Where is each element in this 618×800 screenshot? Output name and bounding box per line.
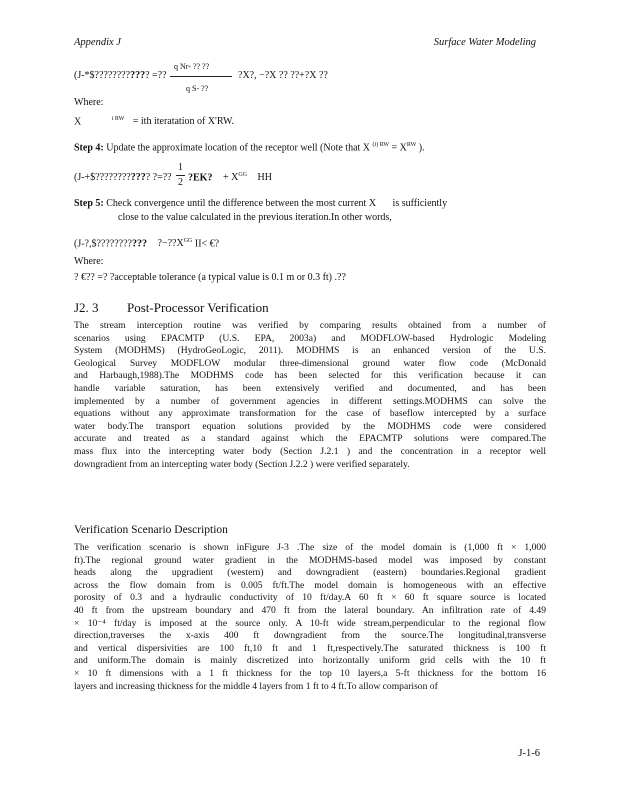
para2-line: across the flow domain from is 0.005 ft/ft.The model domain is homogeneous with an effective bbox=[74, 579, 546, 591]
para1-line: implemented by a number of government agencies in different settings.MODHMS can solve the bbox=[74, 395, 546, 407]
eq1-fraction-bar bbox=[170, 76, 232, 77]
eq2-bold2: ?EK? bbox=[188, 172, 213, 184]
step4-superscript: (i) RW bbox=[372, 142, 390, 148]
step4-label: Step 4: bbox=[74, 142, 104, 154]
eq1-label: (J-*$???????? bbox=[74, 70, 131, 81]
x-subscript: i RW bbox=[111, 116, 125, 122]
para2-line: porosity of 0.3 and a hydraulic conductivity of 10 ft/day.A 60 ft × 60 ft square source is located bbox=[74, 592, 546, 604]
equation-2 bbox=[74, 172, 172, 183]
x-definition-text: = ith iteratation of X'RW. bbox=[132, 116, 234, 128]
eq2-end: HH bbox=[257, 172, 272, 184]
eq2-term: + X bbox=[222, 172, 239, 184]
para2-line: and vertical dispersivities are 100 ft,10 ft and 1 ft,respectively.The saturated thickness is 100 ft bbox=[74, 642, 546, 654]
step4-end: ). bbox=[418, 142, 425, 154]
para2-line: The verification scenario is shown inFigure J-3 .The size of the model domain is (1,000 ft × 1,000 bbox=[74, 542, 546, 553]
para2-line: ft).The regional ground water gradient in the MODHMS-based model was imposed by constant bbox=[74, 554, 546, 566]
paragraph-2 bbox=[74, 542, 546, 693]
eq3-end: II< €? bbox=[194, 238, 220, 250]
step5-label: Step 5: bbox=[74, 198, 104, 209]
eq1-numerator: q Nr- ?? ?? bbox=[174, 62, 210, 71]
eq2-rest bbox=[188, 172, 272, 183]
eq3-term: ?−??X bbox=[157, 238, 184, 250]
step5-line2: close to the value calculated in the previous iteration.In other words, bbox=[118, 212, 392, 223]
eq1-denominator: q S- ?? bbox=[186, 84, 209, 93]
step5-line1-end: is sufficiently bbox=[392, 198, 448, 209]
eq3-bold: ??? bbox=[132, 238, 147, 250]
section-number: J2. 3 bbox=[74, 300, 99, 315]
para1-line: The stream interception routine was verified by comparing results obtained from a number of bbox=[74, 320, 546, 331]
step4-subscript: RW bbox=[406, 142, 417, 148]
para1-line: and Harbaugh,1988).The MODHMS code has been selected for this verification because it can bbox=[74, 370, 546, 382]
para1-line: scenarios using EPACMTP (U.S. EPA, 2003a) and MODFLOW-based Hydrologic Modeling bbox=[74, 332, 546, 344]
eq2-half-bar bbox=[176, 175, 185, 176]
eq1-after: ? =?? bbox=[145, 70, 167, 81]
section-title: Post-Processor Verification bbox=[127, 300, 269, 315]
x-definition bbox=[74, 116, 234, 127]
header-right: Surface Water Modeling bbox=[433, 37, 536, 48]
eq2-half-denominator: 2 bbox=[178, 177, 183, 188]
para1-line: downgradient from an intercepting water body (Section J.2.2 ) were verified separately. bbox=[74, 458, 410, 470]
subheading: Verification Scenario Description bbox=[74, 524, 228, 536]
eq3-superscript: GG bbox=[183, 238, 193, 244]
para1-line: equations without any approximate transformation for the case of baseflow intercepted by a surface bbox=[74, 408, 546, 420]
eq3-label: (J-?,$???????? bbox=[74, 238, 132, 250]
eq2-label: (J-+$???????? bbox=[74, 172, 131, 183]
para1-line: water body.The transport equation solutions provided by the MODHMS code were considered bbox=[74, 420, 546, 432]
eq1-rest: ?X?, −?X ?? ??+?X ?? bbox=[238, 70, 328, 81]
para1-line: System (MODHMS) (HydroGeoLogic, 2011). MODHMS is an enhanced version of the U.S. bbox=[74, 345, 546, 357]
para2-line: direction,traverses the x-axis 400 ft downgradient from the source.The longitudinal,transverse bbox=[74, 630, 546, 642]
step-5 bbox=[74, 198, 447, 209]
eq2-bold: ??? bbox=[130, 172, 146, 183]
para1-line: accurate and treated as a standard against which the EPACMTP solutions were compared.The bbox=[74, 433, 546, 445]
eq2-half-numerator: 1 bbox=[178, 162, 183, 173]
step4-text: Update the approximate location of the receptor well (Note that X bbox=[106, 142, 371, 154]
para2-line: × 10⁻⁴ ft/day is imposed at the source only. A 10-ft wide stream,perpendicular to the regional flow bbox=[74, 617, 546, 629]
para1-line: mass flux into the intercepting water body (Section J.2.1 ) and the concentration in a receptor well bbox=[74, 445, 546, 457]
where-1: Where: bbox=[74, 97, 104, 108]
para2-line: layers and increasing thickness for the middle 4 layers from 1 ft to 4 ft.To allow comparison of bbox=[74, 680, 438, 692]
eq1-bold: ??? bbox=[130, 70, 146, 81]
para2-line: 40 ft from the upstream boundary and 470 ft from the lateral boundary. An infiltration rate of 4.49 bbox=[74, 604, 546, 616]
eq2-after: ? ?=?? bbox=[145, 172, 172, 183]
para2-line: × 10 ft dimensions with a 1 ft thickness for the top 10 layers,a 5-ft thickness for the bottom 16 bbox=[74, 667, 546, 679]
para2-line: and uniform.The domain is mainly discretized into horizontally uniform grid cells with the 10 ft bbox=[74, 655, 546, 667]
header-left: Appendix J bbox=[74, 37, 121, 48]
equation-3 bbox=[74, 238, 219, 249]
eq2-superscript: GG bbox=[238, 172, 247, 178]
step4-tail: = X bbox=[391, 142, 407, 154]
equation-1 bbox=[74, 70, 167, 81]
x-symbol: X bbox=[74, 116, 82, 128]
para2-line: heads along the upgradient (western) and downgradient (eastern) boundaries.Regional gradient bbox=[74, 567, 546, 579]
where-2: Where: bbox=[74, 256, 104, 267]
step5-line1: Check convergence until the difference between the most current X bbox=[106, 198, 377, 209]
page-number: J-1-6 bbox=[518, 748, 540, 759]
para1-line: handle variable saturation, has been extensively verified and documented, and has been bbox=[74, 382, 546, 394]
paragraph-1 bbox=[74, 320, 546, 471]
step-4 bbox=[74, 142, 425, 153]
para1-line: Geological Survey MODFLOW modular three-dimensional ground water flow code (McDonald bbox=[74, 357, 546, 369]
epsilon-definition: ? €?? =? ?acceptable tolerance (a typical value is 0.1 m or 0.3 ft) .?? bbox=[74, 272, 346, 283]
